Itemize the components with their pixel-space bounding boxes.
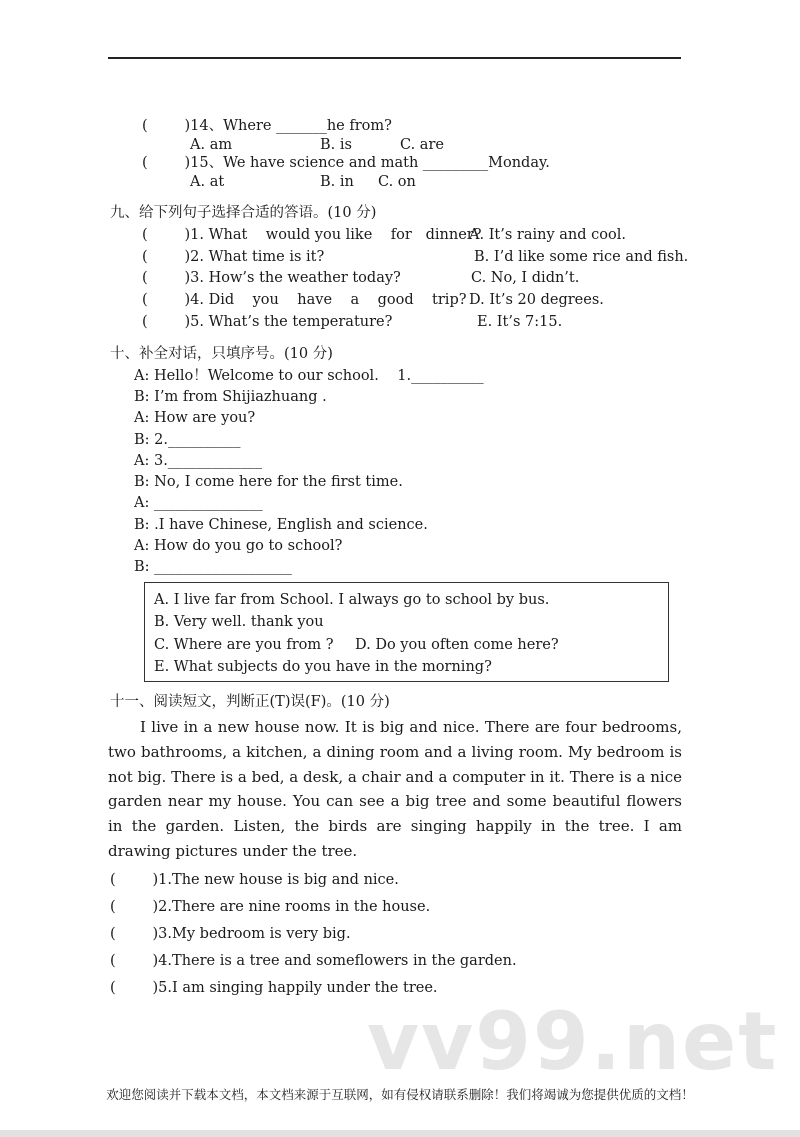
page-bottom-edge [0, 1130, 800, 1137]
dialog-line-3: A: How are you? [134, 410, 256, 426]
s9-answer-e: E. It’s 7:15. [477, 314, 563, 330]
dialog-option-d: D. Do you often come here? [355, 637, 559, 653]
dialog-line-2: B: I’m from Shijiazhuang . [134, 389, 327, 405]
dialog-line-4: B: 2.__________ [134, 432, 241, 448]
s9-answer-b: B. I’d like some rice and fish. [474, 249, 689, 265]
q14-option-c: C. are [400, 137, 444, 153]
q14-option-a: A. am [190, 137, 233, 153]
dialog-line-10: B: ___________________ [134, 559, 292, 575]
dialog-line-9: A: How do you go to school? [134, 538, 343, 554]
s9-question-4: ( )4. Did you have a good trip? [142, 292, 467, 308]
statement-3: ( )3.My bedroom is very big. [110, 926, 351, 942]
s9-question-3: ( )3. How’s the weather today? [142, 270, 401, 286]
reading-passage: I live in a new house now. It is big and nice. There are four bedrooms, two bathrooms, a kitchen, a dining room and a living room. My bedroom is not big. There is a bed, a desk, a chair and a computer in it. There is a nice garden near my house. You can see a big tree and some beautiful flowers in the garden. Listen, the birds are singing happily in the tree. I am drawing pictures under the tree. [108, 718, 682, 860]
dialog-line-8: B: .I have Chinese, English and science. [134, 517, 428, 533]
watermark-text: vv99.net [367, 995, 779, 1088]
q15-option-c: C. on [378, 174, 416, 190]
statement-4: ( )4.There is a tree and someflowers in the garden. [110, 953, 517, 969]
statement-2: ( )2.There are nine rooms in the house. [110, 899, 431, 915]
statement-1: ( )1.The new house is big and nice. [110, 872, 399, 888]
dialog-option-c: C. Where are you from ? [154, 637, 334, 653]
s9-question-2: ( )2. What time is it? [142, 249, 325, 265]
section-9-heading: 九、给下列句子选择合适的答语。(10 分) [110, 205, 377, 221]
s9-answer-d: D. It’s 20 degrees. [469, 292, 604, 308]
dialog-line-7: A: _______________ [134, 495, 263, 511]
s9-answer-a: A. It’s rainy and cool. [469, 227, 626, 243]
dialog-line-6: B: No, I come here for the first time. [134, 474, 403, 490]
s9-answer-c: C. No, I didn’t. [471, 270, 580, 286]
footer-notice: 欢迎您阅读并下载本文档，本文档来源于互联网，如有侵权请联系删除！我们将竭诚为您提供优质的文档！ [106, 1087, 694, 1102]
s9-question-5: ( )5. What’s the temperature? [142, 314, 393, 330]
statement-5: ( )5.I am singing happily under the tree. [110, 980, 438, 996]
dialog-line-5: A: 3._____________ [134, 453, 263, 469]
dialog-option-e: E. What subjects do you have in the morning? [154, 659, 492, 675]
dialog-line-1: A: Hello！Welcome to our school. 1.__________ [134, 368, 484, 384]
dialog-option-b: B. Very well. thank you [154, 614, 324, 630]
s9-question-1: ( )1. What would you like for dinner? [142, 227, 482, 243]
dialog-option-a: A. I live far from School. I always go to school by bus. [154, 592, 550, 608]
question-14: ( )14、Where _______he from? [142, 118, 392, 134]
section-10-heading: 十、补全对话，只填序号。(10 分) [110, 346, 333, 362]
q15-option-b: B. in [320, 174, 354, 190]
header-rule [108, 57, 681, 59]
q15-option-a: A. at [190, 174, 225, 190]
question-15: ( )15、We have science and math _________Monday. [142, 155, 550, 171]
section-11-heading: 十一、阅读短文，判断正(T)误(F)。(10 分) [110, 694, 390, 710]
q14-option-b: B. is [320, 137, 352, 153]
